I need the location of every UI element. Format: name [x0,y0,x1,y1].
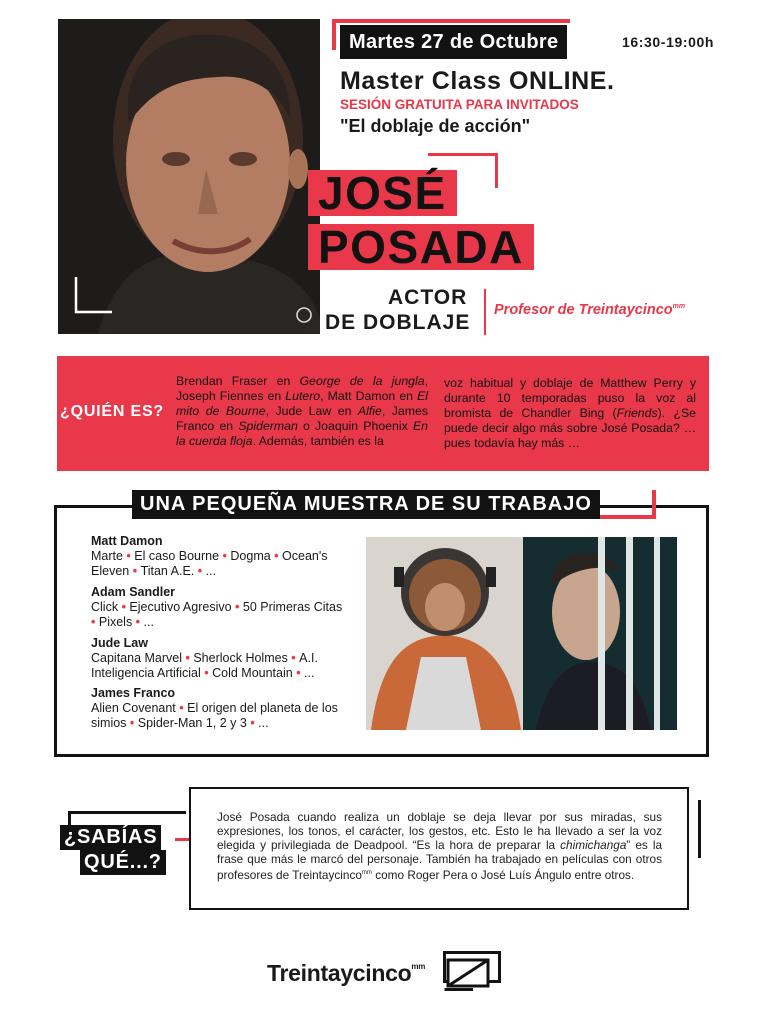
text-run: , Jude Law en [265,404,358,418]
text-run: mm [361,870,372,876]
sabias-frame-line [68,811,186,814]
text-run: voz habitual y doblaje de Matthew Perry y durante 10 temporadas puso la voz al bromista de Chandler Bing ( [444,376,696,420]
works-title-bar [132,490,600,519]
text-run: ). ¿Se puede decir algo más sobre José Posada? … pues todavía hay más … [444,406,696,450]
actor-entry [91,686,347,731]
bullet-separator: • [200,666,213,680]
bio-label: ¿QUIÉN ES? [60,403,165,420]
film-title: Capitana Marvel [91,651,183,665]
bio-text-col2 [444,376,696,451]
film-title: Cold Mountain [212,666,293,680]
speaker-last-name: POSADA [308,224,534,270]
bullet-separator: • [270,549,283,563]
bullet-separator: • [231,600,243,614]
actor-name: James Franco [91,686,176,700]
corner-bracket-icon [76,277,114,315]
bullet-separator: • [126,716,138,730]
bullet-separator: • [175,701,188,715]
text-run: Lutero [285,389,321,403]
film-title: Spider-Man 1, 2 y 3 [137,716,247,730]
text-run: o Joaquin Phoenix [297,419,413,433]
event-title: Master Class ONLINE. [340,67,615,95]
text-run: George de la jungla [299,374,425,388]
event-topic: "El doblaje de acción" [340,116,531,136]
sabias-title-line1: ¿SABÍAS [60,825,161,850]
speaker-role-line1: ACTOR [388,286,468,309]
film-title: Ocean's Eleven [91,549,328,578]
event-time: 16:30-19:00h [622,34,715,50]
film-title: Alien Covenant [91,701,176,715]
bullet-separator: • [246,716,259,730]
text-run: , James Franco en [176,404,428,433]
film-title: Marte [91,549,123,563]
sabias-accent [175,838,189,841]
sabias-text [217,810,662,882]
actor-entry [91,636,347,681]
film-stills-image [366,537,677,730]
bullet-separator: • [287,651,300,665]
film-title: Click [91,600,119,614]
text-run: Alfie [357,404,382,418]
event-subtitle: SESIÓN GRATUITA PARA INVITADOS [340,97,579,112]
text-run: El mito de Bourne [176,389,428,418]
sabias-title-line2: QUÉ...? [80,850,166,875]
actor-entry [91,585,347,630]
actor-entry [91,534,347,579]
bullet-separator: • [182,651,194,665]
film-title: ... [205,564,217,578]
bullet-separator: • [118,600,130,614]
bullet-separator: • [194,564,206,578]
role-divider [484,289,486,335]
actor-name: Matt Damon [91,534,163,548]
speaker-affiliation: Profesor de Treintaycinco$^{mm}$ [494,302,686,318]
bullet-separator: • [122,549,135,563]
film-title: ... [258,716,269,730]
actor-name: Adam Sandler [91,585,176,599]
film-title: Sherlock Holmes [193,651,288,665]
speaker-first-name: JOSÉ [308,170,457,216]
bullet-separator: • [219,549,231,563]
text-run: En la cuerda floja [176,419,428,448]
bullet-separator: • [91,615,99,629]
sabias-side-line [698,800,701,858]
brand-wordmark: Treintaycinco$^{mm}$ [267,960,426,986]
text-run: , Joseph Fiennes en [176,374,428,403]
film-title: El origen del planeta de los simios [91,701,338,730]
text-run: chimichanga [560,838,627,852]
text-run: ” es la frase que más le marcó del personaje. También ha trabajado en películas con otros profesores de Treintaycinco [217,838,663,882]
text-run: . Además, también es la [252,434,384,448]
text-run: Spiderman [238,419,298,433]
works-title: UNA PEQUEÑA MUESTRA DE SU TRABAJO [140,493,592,515]
film-title: Dogma [230,549,271,563]
event-date: Martes 27 de Octubre [340,25,567,59]
speaker-role-line2: DE DOBLAJE [325,311,471,334]
film-title: Pixels [98,615,133,629]
film-title: ... [143,615,154,629]
text-run: Brendan Fraser en [176,374,300,388]
text-run: , Matt Damon en [320,389,418,403]
bullet-separator: • [292,666,305,680]
bullet-separator: • [129,564,141,578]
film-title: Titan A.E. [140,564,195,578]
film-title: El caso Bourne [134,549,220,563]
bullet-separator: • [132,615,144,629]
text-run: Friends [616,406,658,420]
film-title: Ejecutivo Agresivo [129,600,232,614]
actor-name: Jude Law [91,636,148,650]
text-run: José Posada cuando realiza un doblaje se deja llevar por sus miradas, sus expresiones, los tonos, el carácter, los gestos, etc. Esto le ha llevado a ser la voz elegida y privilegiada de Deadpool. “Es la hora de preparar la [217,810,662,852]
bio-text-col1 [176,374,428,449]
text-run: como Roger Pera o José Luís Ángulo entre otros. [371,867,635,882]
film-title: ... [304,666,315,680]
film-title: A.I. Inteligencia Artificial [91,651,318,680]
brand-logo-icon [443,951,501,991]
film-title: 50 Primeras Citas [242,600,343,614]
